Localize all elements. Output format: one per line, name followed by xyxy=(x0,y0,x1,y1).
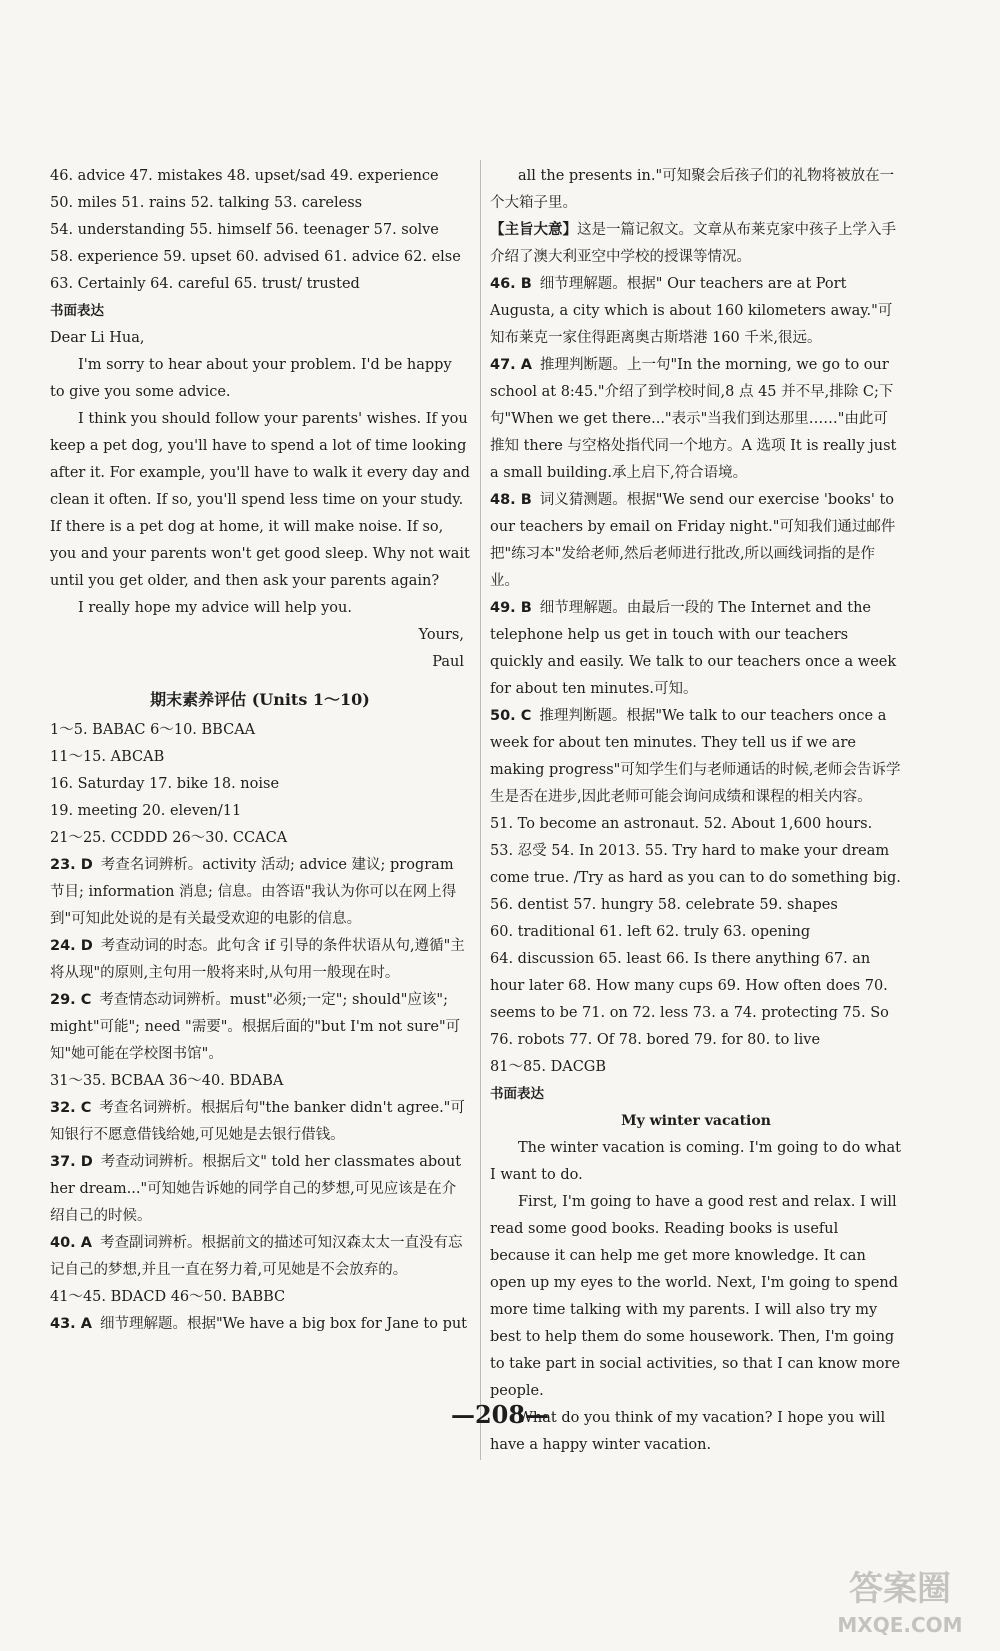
explanation xyxy=(50,987,470,1068)
question-number: 43. A xyxy=(50,1316,92,1332)
explanation xyxy=(490,487,902,595)
answer-line: 31～35. BCBAA 36～40. BDABA xyxy=(50,1073,284,1089)
main-idea-label: 【主旨大意】 xyxy=(490,222,577,238)
answer-line: 64. discussion 65. least 66. Is there anything 67. an hour later 68. How many cups 69. How often does 70. seems to be 71. on 72. less 73. a 74. protecting 75. So xyxy=(490,951,889,1021)
answer-line: 41～45. BDACD 46～50. BABBC xyxy=(50,1289,286,1305)
explanation xyxy=(50,1095,470,1149)
explanation-text: 词义猜测题。根据"We send our exercise 'books' to our teachers by email on Friday night."可知我们通过邮件把"练习本"发给老师,然后老师进行批改,所以画线词指的是作业。 xyxy=(490,492,896,589)
question-number: 47. A xyxy=(490,357,532,373)
answer-line: 76. robots 77. Of 78. bored 79. for 80. to live xyxy=(490,1032,821,1048)
explanation xyxy=(50,933,470,987)
question-number: 37. D xyxy=(50,1154,93,1170)
explanation xyxy=(490,595,902,703)
explanation xyxy=(490,703,902,811)
watermark-text: 答案圈 xyxy=(849,1569,951,1609)
column-divider xyxy=(480,160,481,1460)
answer-line: 51. To become an astronaut. 52. About 1,600 hours. xyxy=(490,816,873,832)
main-idea-text: 这是一篇记叙文。文章从布莱克家中孩子上学入手介绍了澳大利亚空中学校的授课等情况。 xyxy=(490,222,896,265)
answer-line: 46. advice 47. mistakes 48. upset/sad 49. experience xyxy=(50,168,439,184)
answer-line: 63. Certainly 64. careful 65. trust/ trusted xyxy=(50,276,360,292)
question-number: 48. B xyxy=(490,492,532,508)
answer-line: 1～5. BABAC 6～10. BBCAA xyxy=(50,722,256,738)
letter-greeting: Dear Li Hua, xyxy=(50,330,145,346)
answer-line: 11～15. ABCAB xyxy=(50,749,165,765)
answer-line: 16. Saturday 17. bike 18. noise xyxy=(50,776,280,792)
letter-paragraph: I really hope my advice will help you. xyxy=(78,600,352,616)
explanation xyxy=(490,271,902,352)
explanation-text: 考查名词辨析。根据后句"the banker didn't agree."可知银行不愿意借钱给她,可见她是去银行借钱。 xyxy=(50,1100,465,1143)
letter-closing: Yours, xyxy=(418,627,464,643)
watermark-logo xyxy=(815,1560,985,1640)
explanation-text: 考查动词辨析。根据后文" told her classmates about her dream..."可知她告诉她的同学自己的梦想,可见应该是在介绍自己的时候。 xyxy=(50,1154,462,1224)
explanation-text: 推理判断题。上一句"In the morning, we go to our school at 8:45."介绍了到学校时间,8 点 45 并不早,排除 C;下句"When we get there..."表示"当我们到达那里……"由此可推知 there 与空格处指代同一个地方。A 选项 It is really just a small building.承上启下,符合语境。 xyxy=(490,357,897,481)
answer-line: 60. traditional 61. left 62. truly 63. opening xyxy=(490,924,811,940)
question-number: 40. A xyxy=(50,1235,92,1251)
question-number: 50. C xyxy=(490,708,532,724)
continued-text: all the presents in."可知聚会后孩子们的礼物将被放在一个大箱子里。 xyxy=(490,168,895,211)
explanation-text: 细节理解题。根据" Our teachers are at Port Augusta, a city which is about 160 kilometers away."可知布莱克一家住得距离奥古斯塔港 160 千米,很远。 xyxy=(490,276,893,346)
answer-line: 54. understanding 55. himself 56. teenager 57. solve xyxy=(50,222,439,238)
main-idea xyxy=(490,217,902,271)
explanation-text: 细节理解题。由最后一段的 The Internet and the telephone help us get in touch with our teachers quickly and easily. We talk to our teachers once a week for about ten minutes.可知。 xyxy=(490,600,897,697)
essay-title: My winter vacation xyxy=(621,1113,771,1129)
question-number: 24. D xyxy=(50,938,93,954)
writing-heading: 书面表达 xyxy=(50,303,104,319)
essay-paragraph: The winter vacation is coming. I'm going to do what I want to do. xyxy=(490,1140,902,1183)
question-number: 29. C xyxy=(50,992,92,1008)
right-column xyxy=(490,163,902,1459)
answer-line: 81～85. DACGB xyxy=(490,1059,607,1075)
explanation-text: 细节理解题。根据"We have a big box for Jane to put xyxy=(99,1316,468,1332)
question-number: 46. B xyxy=(490,276,532,292)
essay-paragraph: What do you think of my vacation? I hope you will have a happy winter vacation. xyxy=(490,1410,886,1453)
explanation-text: 推理判断题。根据"We talk to our teachers once a week for about ten minutes. They tell us if we are making progress"可知学生们与老师通话的时候,老师会告诉学生是否在进步,因此老师可能会询问成绩和课程的相关内容。 xyxy=(490,708,901,805)
explanation xyxy=(490,352,902,487)
letter-paragraph: I'm sorry to hear about your problem. I'd be happy to give you some advice. xyxy=(50,357,452,400)
essay-paragraph: First, I'm going to have a good rest and relax. I will read some good books. Reading books is useful because it can help me get more knowledge. It can open up my eyes to the world. Next, I'm going to spend more time talking with my parents. I will also try my best to help them do some housework. Then, I'm going to take part in social activities, so that I can know more people. xyxy=(490,1194,901,1399)
explanation xyxy=(50,1230,470,1284)
question-number: 23. D xyxy=(50,857,93,873)
question-number: 49. B xyxy=(490,600,532,616)
left-column xyxy=(50,163,470,1338)
answer-line: 53. 忍受 54. In 2013. 55. Try hard to make your dream come true. /Try as hard as you can to do something big. xyxy=(490,843,901,886)
explanation xyxy=(50,1311,470,1338)
letter-signature: Paul xyxy=(432,654,464,670)
explanation-text: 考查动词的时态。此句含 if 引导的条件状语从句,遵循"主将从现"的原则,主句用一般将来时,从句用一般现在时。 xyxy=(50,938,465,981)
watermark-domain: MXQE.COM xyxy=(837,1613,963,1637)
explanation-text: 考查副词辨析。根据前文的描述可知汉森太太一直没有忘记自己的梦想,并且一直在努力着,可见她是不会放弃的。 xyxy=(50,1235,463,1278)
explanation-text: 考查名词辨析。activity 活动; advice 建议; program 节目; information 消息; 信息。由答语"我认为你可以在网上得到"可知此处说的是有关最受欢迎的电影的信息。 xyxy=(50,857,457,927)
writing-heading: 书面表达 xyxy=(490,1086,544,1102)
answer-line: 21～25. CCDDD 26～30. CCACA xyxy=(50,830,288,846)
answer-line: 50. miles 51. rains 52. talking 53. careless xyxy=(50,195,363,211)
answer-line: 58. experience 59. upset 60. advised 61. advice 62. else xyxy=(50,249,461,265)
page-number: —208— xyxy=(450,1400,550,1429)
explanation xyxy=(50,852,470,933)
question-number: 32. C xyxy=(50,1100,92,1116)
explanation-text: 考查情态动词辨析。must"必须;一定"; should"应该"; might"可能"; need "需要"。根据后面的"but I'm not sure"可知"她可能在学校图书馆"。 xyxy=(50,992,461,1062)
answer-line: 19. meeting 20. eleven/11 xyxy=(50,803,242,819)
explanation xyxy=(50,1149,470,1230)
section-title: 期末素养评估 (Units 1～10) xyxy=(150,690,370,709)
answer-line: 56. dentist 57. hungry 58. celebrate 59. shapes xyxy=(490,897,838,913)
letter-paragraph: I think you should follow your parents' wishes. If you keep a pet dog, you'll have to spend a lot of time looking after it. For example, you'll have to walk it every day and clean it often. If so, you'll spend less time on your study. If there is a pet dog at home, it will make noise. If so, you and your parents won't get good sleep. Why not wait until you get older, and then ask your parents again? xyxy=(50,411,470,589)
